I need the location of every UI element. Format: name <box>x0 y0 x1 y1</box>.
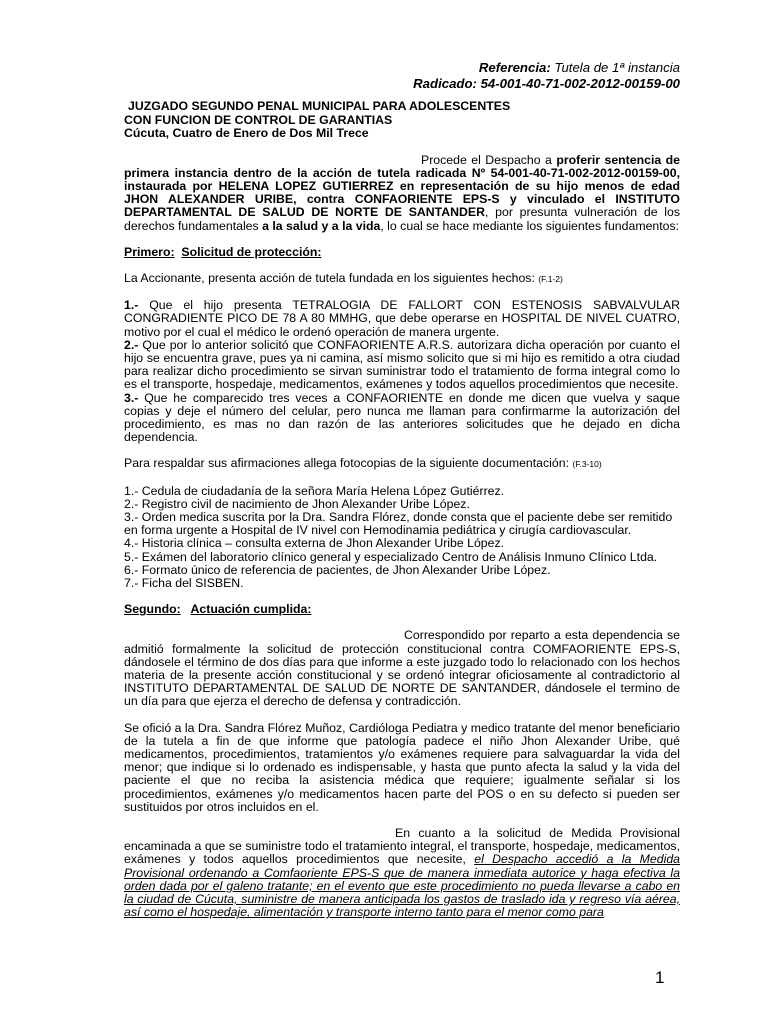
section-one-heading: Primero: Solicitud de protección: <box>124 244 322 259</box>
court-name: JUZGADO SEGUNDO PENAL MUNICIPAL PARA ADOLESCENTES <box>128 99 511 113</box>
facts-lead: La Accionante, presenta acción de tutela fundada en los siguientes hechos: (F.1-2) <box>124 270 563 285</box>
provisional-measure-emphasis: el Despacho accedió a la Medida Provisional ordenando a Comfaoriente EPS-S que de manera inmediata autorice y haga efectiva la orden dada por el galeno tratante; en el evento que este procedimiento no pueda llevarse a cabo en la ciudad de Cúcuta, suministre de manera anticipada los gastos de traslado ida y regreso vía aérea, así como el hospedaje, alimentación y transporte interno tanto para el menor como para <box>124 852 680 920</box>
reference-line <box>124 60 680 76</box>
court-date: Cúcuta, Cuatro de Enero de Dos Mil Trece <box>124 126 369 140</box>
fact-number: 2.- <box>124 337 139 352</box>
intro-paragraph: Procede el Despacho a proferir sentencia de primera instancia dentro de la acción de tutela radicada Nº 54-001-40-71-002-2012-00159-00, instaurada por HELENA LOPEZ GUTIERREZ en representación de su hijo menos de edad JHON ALEXANDER URIBE, contra CONFAORIENTE EPS-S y vinculado el INSTITUTO DEPARTAMENTAL DE SALUD DE NORTE DE SANTANDER, por presunta vulneración de los derechos fundamentales a la salud y a la vida, lo cual se hace mediante los siguientes fundamentos: <box>124 152 680 233</box>
document-item: 5.- Exámen del laboratorio clínico general y especializado Centro de Análisis Inmuno Clínico Ltda. <box>124 549 658 564</box>
fact-number: 1.- <box>124 298 139 313</box>
fact-text: Que he comparecido tres veces a CONFAORIENTE en donde me dicen que vuelva y saque copias y deje el número del celular, pero nunca me llaman para confirmarme la autorización del procedimiento, es mas no dan razón de las anteriores solicitudes que he dejado en dicha dependencia. <box>124 390 680 445</box>
documents-lead: Para respaldar sus afirmaciones allega fotocopias de la siguiente documentación: (F.3-10) <box>124 456 602 471</box>
document-item: 2.- Registro civil de nacimiento de Jhon Alexander Uribe López. <box>124 496 470 511</box>
document-item: 6.- Formato único de referencia de pacientes, de Jhon Alexander Uribe López. <box>124 562 551 577</box>
reference-block <box>124 60 680 92</box>
document-item: 1.- Cedula de ciudadanía de la señora María Helena López Gutiérrez. <box>124 483 505 498</box>
reference-value: Tutela de 1ª instancia <box>554 60 680 75</box>
page-number: 1 <box>655 968 665 987</box>
section-two-heading: Segundo: Actuación cumplida: <box>124 602 312 617</box>
facts-list <box>124 299 680 444</box>
court-function: CON FUNCION DE CONTROL DE GARANTIAS <box>124 112 393 127</box>
documents-list <box>124 485 680 591</box>
admission-paragraph: Correspondido por reparto a esta dependencia se admitió formalmente la solicitud de protección constitucional contra COMFAORIENTE EPS-S, dándosele el término de dos días para que informe a este juzgado todo lo relacionado con los hechos materia de la presente acción constitucional y se ordenó integrar oficiosamente al contradictorio al INSTITUTO DEPARTAMENTAL DE SALUD DE NORTE DE SANTANDER, dándosele el termino de un día para que ejerza el derecho de defensa y contradicción. <box>124 628 680 709</box>
court-heading <box>124 100 680 141</box>
provisional-measure-paragraph: En cuanto a la solicitud de Medida Provisional encaminada a que se suministre todo el tratamiento integral, el transporte, hospedaje, medicamentos, exámenes y todos aquellos procedimientos que necesite, el Despacho accedió a la Medida Provisional ordenando a Comfaoriente EPS-S que de manera inmediata autorice y haga efectiva la orden dada por el galeno tratante; en el evento que este procedimiento no pueda llevarse a cabo en la ciudad de Cúcuta, suministre de manera anticipada los gastos de traslado ida y regreso vía aérea, así como el hospedaje, alimentación y transporte interno tanto para el menor como para <box>124 826 680 920</box>
fact-item <box>124 392 680 445</box>
fact-item <box>124 299 680 339</box>
radicado-line: Radicado: 54-001-40-71-002-2012-00159-00 <box>413 76 680 91</box>
fact-number: 3.- <box>124 390 139 405</box>
document-item: 3.- Orden medica suscrita por la Dra. Sandra Flórez, donde consta que el paciente debe ser remitido en forma urgente a Hospital de IV nivel con Hemodinamia pediátrica y cirugía cardiovascular. <box>124 509 673 538</box>
reference-label: Referencia: <box>478 60 551 75</box>
fact-text: Que por lo anterior solicitó que CONFAORIENTE A.R.S. autorizara dicha operación por cuanto el hijo se encuentra grave, pues ya ni camina, así mismo solicito que si mi hijo es remitido a otra ciudad para realizar dicho procedimiento se sirvan suministrar todo el tratamiento de forma integral como lo es el transporte, hospedaje, medicamentos, exámenes y todos aquellos procedimientos que necesite. <box>124 337 680 392</box>
fact-item <box>124 339 680 392</box>
document-page <box>124 60 680 919</box>
fact-text: Que el hijo presenta TETRALOGIA DE FALLORT CON ESTENOSIS SABVALVULAR CONGRADIENTE PICO DE 78 A 80 MMHG, que debe operarse en HOSPITAL DE NIVEL CUATRO, motivo por el cual el médico le ordenó operación de manera urgente. <box>124 298 680 339</box>
cardiologist-paragraph: Se ofició a la Dra. Sandra Flórez Muñoz, Cardióloga Pediatra y medico tratante del menor beneficiario de la tutela a fin de que informe que patología padece el niño Jhon Alexander Uribe, qué medicamentos, procedimientos, tratamientos y/o exámenes requiere para salvaguardar la vida del menor; que indique si lo ordenado es indispensable, y hasta que punto afecta la salud y la vida del paciente el que no reciba la asistencia médica que requiere; igualmente señalar si los procedimientos, exámenes y/o medicamentos hacen parte del POS o en su defecto si pueden ser sustituidos por otros incluidos en el. <box>124 720 680 814</box>
document-item: 7.- Ficha del SISBEN. <box>124 575 244 590</box>
document-item: 4.- Historia clínica – consulta externa de Jhon Alexander Uribe López. <box>124 536 505 551</box>
